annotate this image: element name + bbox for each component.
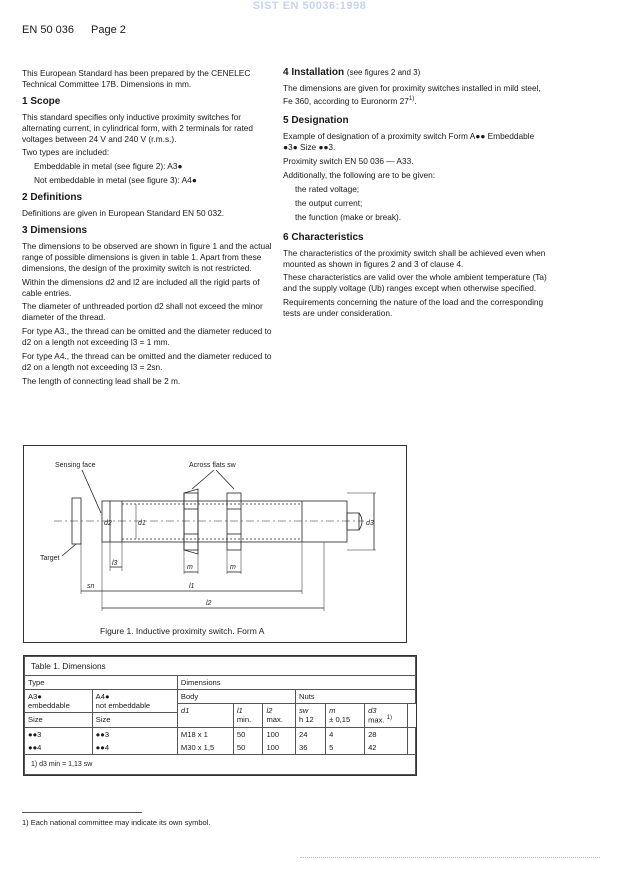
- leader-flats-1: [192, 470, 214, 489]
- cell-d3: 42: [365, 741, 408, 755]
- section-designation-title: 5 Designation: [283, 115, 349, 127]
- installation-p1: The dimensions are given for proximity switches installed in mild steel, Fe 360, according to Euronorm 27$^{1)}$.: [283, 82, 541, 106]
- right-column: [283, 68, 548, 322]
- col-size-a4: Size: [92, 713, 177, 727]
- cell-a3: ●●3: [25, 727, 93, 741]
- dim-m-1: m: [187, 564, 193, 571]
- dim-l3: l3: [112, 560, 118, 567]
- table-title: Table 1. Dimensions: [25, 657, 416, 676]
- page-number: Page 2: [91, 24, 126, 36]
- page-header: [22, 24, 140, 36]
- dimensions-p4: For type A3., the thread can be omitted and the diameter reduced to d2 on a length not exceeding l3 = 1 mm.: [22, 326, 272, 348]
- col-size-a3: Size: [25, 713, 93, 727]
- nut-1: [184, 489, 198, 554]
- cell-l2: 100: [263, 727, 296, 741]
- table-note: 1) d3 min = 1,13 sw: [25, 754, 416, 774]
- scope-p2: Two types are included:: [22, 147, 110, 158]
- cell-a4: ●●3: [92, 727, 177, 741]
- col-dimensions: Dimensions: [177, 676, 415, 690]
- dimensions-p3: The diameter of unthreaded portion d2 shall not exceed the minor diameter of the thread.: [22, 301, 263, 323]
- cable-end: [359, 513, 362, 530]
- dimensions-p5: For type A4., the thread can be omitted and the diameter reduced to d2 on a length not exceeding l3 = 2sn.: [22, 351, 272, 372]
- col-l2: l2 max.: [263, 704, 296, 728]
- cell-d1: M18 x 1: [177, 727, 233, 741]
- cable: [347, 513, 359, 530]
- cell-a3: ●●4: [25, 741, 93, 755]
- cell-pad: [408, 727, 416, 741]
- label-target: Target: [40, 555, 60, 562]
- cell-a4: ●●4: [92, 741, 177, 755]
- dimensions-p6: The length of connecting lead shall be 2 m.: [22, 375, 181, 386]
- cell-d3: 28: [365, 727, 408, 741]
- cell-sw: 24: [295, 727, 325, 741]
- designation-p2: Proximity switch EN 50 036 — A33.: [283, 156, 414, 167]
- label-across-flats: Across flats sw: [189, 462, 236, 469]
- section-definitions-title: 2 Definitions: [22, 192, 83, 204]
- cell-l1: 50: [233, 727, 263, 741]
- footnote: 1) Each national committee may indicate its own symbol.: [22, 818, 211, 827]
- designation-item-3: the function (make or break).: [295, 211, 402, 222]
- cell-m: 5: [326, 741, 365, 755]
- definitions-p1: Definitions are given in European Standard EN 50 032.: [22, 208, 225, 219]
- col-nuts: Nuts: [295, 690, 415, 704]
- section-dimensions-title: 3 Dimensions: [22, 224, 88, 236]
- dim-d3: d3: [366, 520, 374, 527]
- nut-2-body: [227, 493, 241, 550]
- cell-pad: [408, 741, 416, 755]
- col-body: Body: [177, 690, 295, 704]
- figure-caption: Figure 1. Inductive proximity switch. Form A: [100, 626, 265, 636]
- table-row: [25, 741, 416, 755]
- col-d1: d1: [177, 704, 233, 728]
- designation-p1: Example of designation of a proximity switch Form A●● Embeddable ●3● Size ●●3.: [283, 131, 535, 153]
- designation-item-1: the rated voltage;: [295, 184, 360, 195]
- nut-1-body: [184, 493, 198, 550]
- figure-1-drawing: [24, 446, 406, 642]
- cell-l1: 50: [233, 741, 263, 755]
- doc-number: EN 50 036: [22, 24, 74, 36]
- leader-target: [62, 544, 76, 556]
- col-a3: A3● embeddable: [25, 690, 93, 713]
- label-sensing-face: Sensing face: [55, 462, 96, 469]
- section-characteristics-title: 6 Characteristics: [283, 231, 364, 243]
- section-scope-title: 1 Scope: [22, 95, 61, 107]
- dimensions-table: [24, 656, 416, 775]
- scope-type-a4: Not embeddable in metal (see figure 3): A4●: [34, 175, 197, 186]
- left-column: [22, 68, 272, 390]
- table-1: [23, 655, 417, 776]
- dim-d2: d2: [104, 520, 112, 527]
- cell-d1: M30 x 1,5: [177, 741, 233, 755]
- designation-item-2: the output current;: [295, 197, 363, 208]
- dim-l1: l1: [189, 583, 195, 590]
- intro-text: This European Standard has been prepared by the CENELEC Technical Committee 17B. Dimensions in mm.: [22, 68, 251, 89]
- section-installation-title: 4 Installation (see figures 2 and 3): [283, 67, 421, 78]
- dimensions-p1: The dimensions to be observed are shown in figure 1 and the actual range of possible dimensions is given in table 1. Apart from these dimensions, the design of the proximity switch is not restricted.: [22, 240, 272, 273]
- cell-sw: 36: [295, 741, 325, 755]
- characteristics-p3: Requirements concerning the nature of the load and the corresponding tests are under consideration.: [283, 297, 544, 319]
- dim-sn: sn: [87, 583, 95, 590]
- cell-m: 4: [326, 727, 365, 741]
- col-d3: d3 max. $^{1)}$: [365, 704, 408, 728]
- characteristics-p1: The characteristics of the proximity switch shall be achieved even when mounted as shown in figures 2 and 3 of clause 4.: [283, 247, 546, 269]
- characteristics-p2: These characteristics are valid over the whole ambient temperature (Ta) and the supply voltage (Ub) ranges except when otherwise specified.: [283, 272, 547, 294]
- dim-l2: l2: [206, 600, 212, 607]
- table-row: [25, 727, 416, 741]
- figure-1: [23, 445, 407, 643]
- col-a4: A4● not embeddable: [92, 690, 177, 713]
- scope-p1: This standard specifies only inductive proximity switches for alternating current, in cylindrical form, with 2 terminals for rated voltages between 24 V and 240 V (r.m.s.).: [22, 111, 254, 144]
- col-m: m ± 0,15: [326, 704, 365, 728]
- dim-m-2: m: [230, 564, 236, 571]
- col-l1: l1 min.: [233, 704, 263, 728]
- scan-artifact: [300, 857, 600, 858]
- leader-flats-2: [216, 470, 234, 489]
- dimensions-p2: Within the dimensions d2 and l2 are included all the rigid parts of cable entries.: [22, 276, 260, 298]
- leader-sensing: [82, 470, 101, 513]
- designation-p3: Additionally, the following are to be given:: [283, 170, 436, 181]
- col-type: Type: [25, 676, 178, 690]
- cell-l2: 100: [263, 741, 296, 755]
- col-sw: sw h 12: [295, 704, 325, 728]
- scope-type-a3: Embeddable in metal (see figure 2): A3●: [34, 161, 183, 172]
- watermark: SIST EN 50036:1998: [252, 0, 367, 12]
- dim-d1: d1: [138, 520, 146, 527]
- footnote-rule: [22, 812, 142, 813]
